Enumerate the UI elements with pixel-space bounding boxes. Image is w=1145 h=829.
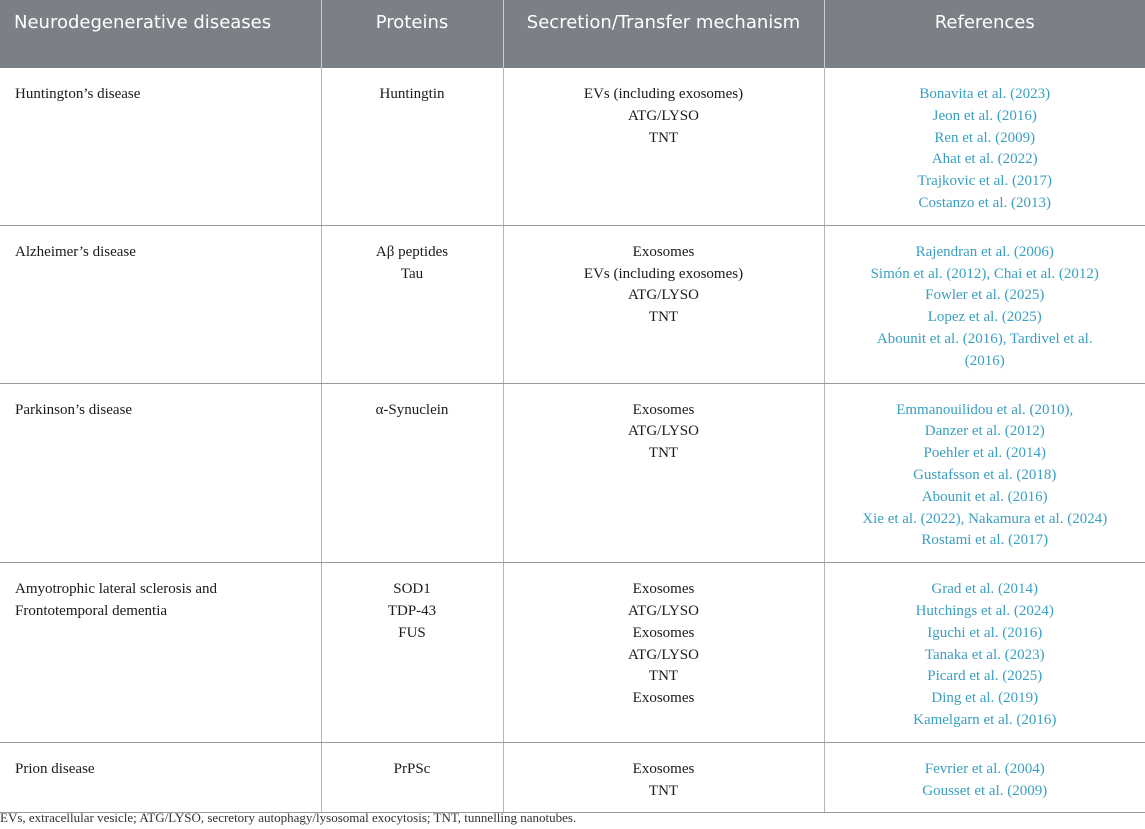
mechanism-text: Exosomes [632,690,695,707]
references-cell [824,68,1145,225]
mechanism-text: EVs (including exosomes) [583,86,744,102]
reference-link[interactable]: Xie et al. (2022), Nakamura et al. (2024) [862,510,1108,527]
reference-link[interactable]: Picard et al. (2025) [927,668,1043,685]
references-cell [824,742,1145,813]
reference-link[interactable]: Fowler et al. (2025) [925,287,1045,304]
reference-link[interactable]: Fevrier et al. (2004) [924,760,1045,777]
reference-link[interactable]: Grad et al. (2014) [931,581,1039,598]
reference-link[interactable]: Gustafsson et al. (2018) [913,466,1057,483]
reference-link[interactable]: Iguchi et al. (2016) [927,624,1043,641]
table-body [0,68,1145,813]
mechanism-text: ATG/LYSO [627,423,699,440]
mechanism-text: EVs (including exosomes) [583,265,744,282]
disease-text: Frontotemporal dementia [15,602,168,619]
header-proteins: Proteins [321,0,503,68]
proteins-cell [321,742,503,813]
mechanism-text: TNT [648,668,679,685]
reference-link[interactable]: Danzer et al. (2012) [924,423,1045,440]
protein-text: Tau [400,265,424,282]
references-cell [824,225,1145,383]
disease-text: Parkinson’s disease [15,401,133,418]
header-references: References [824,0,1145,68]
mechanism-text: ATG/LYSO [627,287,699,304]
reference-link[interactable]: Hutchings et al. (2024) [915,602,1054,619]
reference-link[interactable]: Simón et al. (2012), Chai et al. (2012) [870,265,1099,282]
protein-text: PrPSc [393,760,431,777]
disease-text: Amyotrophic lateral sclerosis and [15,581,218,598]
reference-link[interactable]: Gousset et al. (2009) [922,782,1048,799]
table-row [0,68,1145,225]
reference-link[interactable]: Kamelgarn et al. (2016) [913,711,1057,728]
proteins-cell [321,563,503,743]
protein-text: SOD1 [393,581,431,598]
mechanism-text: Exosomes [632,401,695,418]
reference-link[interactable]: Trajkovic et al. (2017) [917,173,1052,190]
disease-cell [0,68,321,225]
mechanism-text: TNT [648,782,679,799]
reference-link[interactable]: Tanaka et al. (2023) [924,646,1045,663]
mechanism-text: ATG/LYSO [627,602,699,619]
mechanism-text: ATG/LYSO [627,107,699,124]
table-row [0,563,1145,743]
protein-text: TDP-43 [387,602,437,619]
mechanism-text: TNT [648,445,679,462]
reference-link[interactable]: Abounit et al. (2016) [921,488,1048,505]
reference-link[interactable]: (2016) [964,352,1005,369]
proteins-cell [321,225,503,383]
header-mechanism: Secretion/Transfer mechanism [503,0,824,68]
mechanism-text: Exosomes [632,760,695,777]
mechanism-cell [503,68,824,225]
reference-link[interactable]: Abounit et al. (2016), Tardivel et al. [876,330,1093,347]
disease-text: Huntington’s disease [15,86,141,102]
proteins-cell [321,383,503,563]
table-footnote: EVs, extracellular vesicle; ATG/LYSO, secretory autophagy/lysosomal exocytosis; TNT, tunnelling nanotubes. [0,810,577,825]
mechanism-cell [503,742,824,813]
disease-cell [0,383,321,563]
mechanism-cell [503,225,824,383]
reference-link[interactable]: Ren et al. (2009) [934,129,1036,146]
references-cell [824,383,1145,563]
references-cell [824,563,1145,743]
reference-link[interactable]: Costanzo et al. (2013) [918,194,1051,211]
mechanism-cell [503,383,824,563]
reference-link[interactable]: Lopez et al. (2025) [927,309,1042,326]
disease-text: Prion disease [15,760,95,777]
disease-text: Alzheimer’s disease [15,243,136,260]
table-row [0,383,1145,563]
reference-link[interactable]: Bonavita et al. (2023) [919,86,1051,102]
proteins-cell [321,68,503,225]
table-row [0,225,1145,383]
table-row [0,742,1145,813]
mechanism-text: Exosomes [632,581,695,598]
disease-cell [0,225,321,383]
protein-text: α-Synuclein [375,401,449,418]
mechanism-text: TNT [648,129,679,146]
reference-link[interactable]: Ding et al. (2019) [931,690,1039,707]
mechanism-text: ATG/LYSO [627,646,699,663]
mechanism-cell [503,563,824,743]
reference-link[interactable]: Ahat et al. (2022) [931,151,1038,168]
reference-link[interactable]: Rajendran et al. (2006) [915,243,1054,260]
mechanism-text: TNT [648,309,679,326]
reference-link[interactable]: Emmanouilidou et al. (2010), [896,401,1074,418]
mechanism-text: Exosomes [632,624,695,641]
reference-link[interactable]: Rostami et al. (2017) [921,532,1049,549]
mechanism-text: Exosomes [632,243,695,260]
disease-cell [0,563,321,743]
reference-link[interactable]: Jeon et al. (2016) [932,107,1037,124]
protein-text: Huntingtin [379,86,445,102]
reference-link[interactable]: Poehler et al. (2014) [923,445,1046,462]
protein-text: FUS [398,624,426,641]
protein-text: Aβ peptides [375,243,449,260]
table-header-row [0,0,1145,68]
disease-cell [0,742,321,813]
header-diseases: Neurodegenerative diseases [0,0,321,68]
